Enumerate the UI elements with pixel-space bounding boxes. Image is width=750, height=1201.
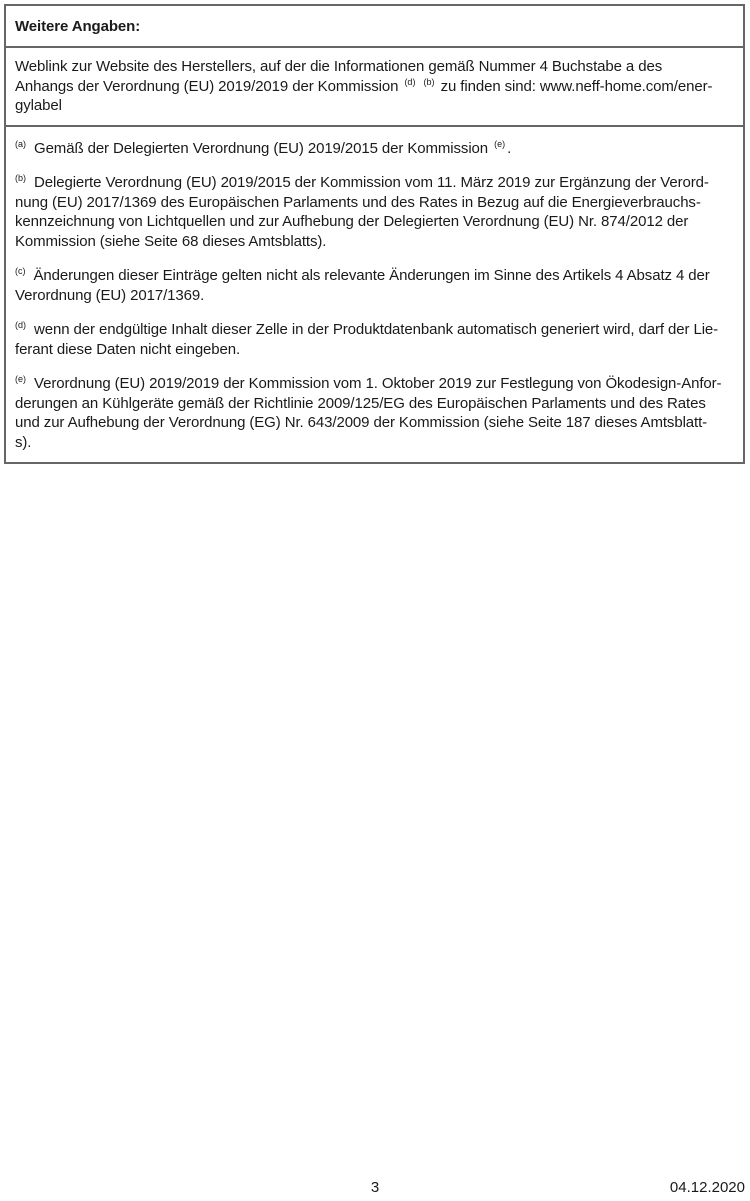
weblink-row <box>6 48 743 127</box>
footnote-b-text: Delegierte Verordnung (EU) 2019/2015 der Kommission vom 11. März 2019 zur Ergänzung der Verord- nung (EU) 2017/1369 des Europäischen Parlaments und des Rates in Bezug auf die Energieverbrauchs- kennzeichnung von Lichtquellen und zur Aufhebung der Delegierten Verordnung (EU) Nr. 874/2012 der Kommission (siehe Seite 68 dieses Amtsblatts). <box>15 174 709 250</box>
footnote-d <box>15 320 731 359</box>
footnotes-section <box>6 127 743 463</box>
footnote-e-marker: (e) <box>15 374 26 384</box>
footnote-e-text: Verordnung (EU) 2019/2019 der Kommission vom 1. Oktober 2019 zur Festlegung von Ökodesign-Anfor- derungen an Kühlgeräte gemäß der Richtlinie 2009/125/EG des Europäischen Parlaments und des Rates und zur Aufhebung der Verordnung (EG) Nr. 643/2009 der Kommission (siehe Seite 187 dieses Amtsblatt- s). <box>15 375 722 451</box>
footnote-c <box>15 266 731 305</box>
footnote-b-marker: (b) <box>15 173 26 183</box>
footnote-a-text: Gemäß der Delegierten Verordnung (EU) 2019/2015 der Kommission $^{(e)}$ . <box>34 138 512 157</box>
weblink-paragraph: Weblink zur Website des Herstellers, auf der die Informationen gemäß Nummer 4 Buchstabe a des Anhangs der Verordnung (EU) 2019/2019 der Kommission $^{(d)}$ $^{(b)}$ zu finden sind: www.neff-home.com/ener- gylabel <box>15 58 713 114</box>
weitere-angaben-box <box>4 4 745 464</box>
footnote-b <box>15 173 731 251</box>
box-header-row <box>6 6 743 48</box>
page-number: 3 <box>370 1179 380 1196</box>
footnote-d-marker: (d) <box>15 320 26 330</box>
footnote-a <box>15 139 731 159</box>
footnote-c-text: Änderungen dieser Einträge gelten nicht als relevante Änderungen im Sinne des Artikels 4 Absatz 4 der Verordnung (EU) 2017/1369. <box>15 267 710 304</box>
footer-date: 04.12.2020 <box>669 1179 745 1196</box>
footnote-a-marker: (a) <box>15 138 26 149</box>
footnote-d-text: wenn der endgültige Inhalt dieser Zelle in der Produktdatenbank automatisch generiert wird, darf der Lie- ferant diese Daten nicht eingeben. <box>15 321 719 358</box>
footnote-e <box>15 374 731 452</box>
box-title: Weitere Angaben: <box>15 18 141 35</box>
page-footer <box>0 1179 750 1197</box>
footnote-c-marker: (c) <box>15 266 26 276</box>
